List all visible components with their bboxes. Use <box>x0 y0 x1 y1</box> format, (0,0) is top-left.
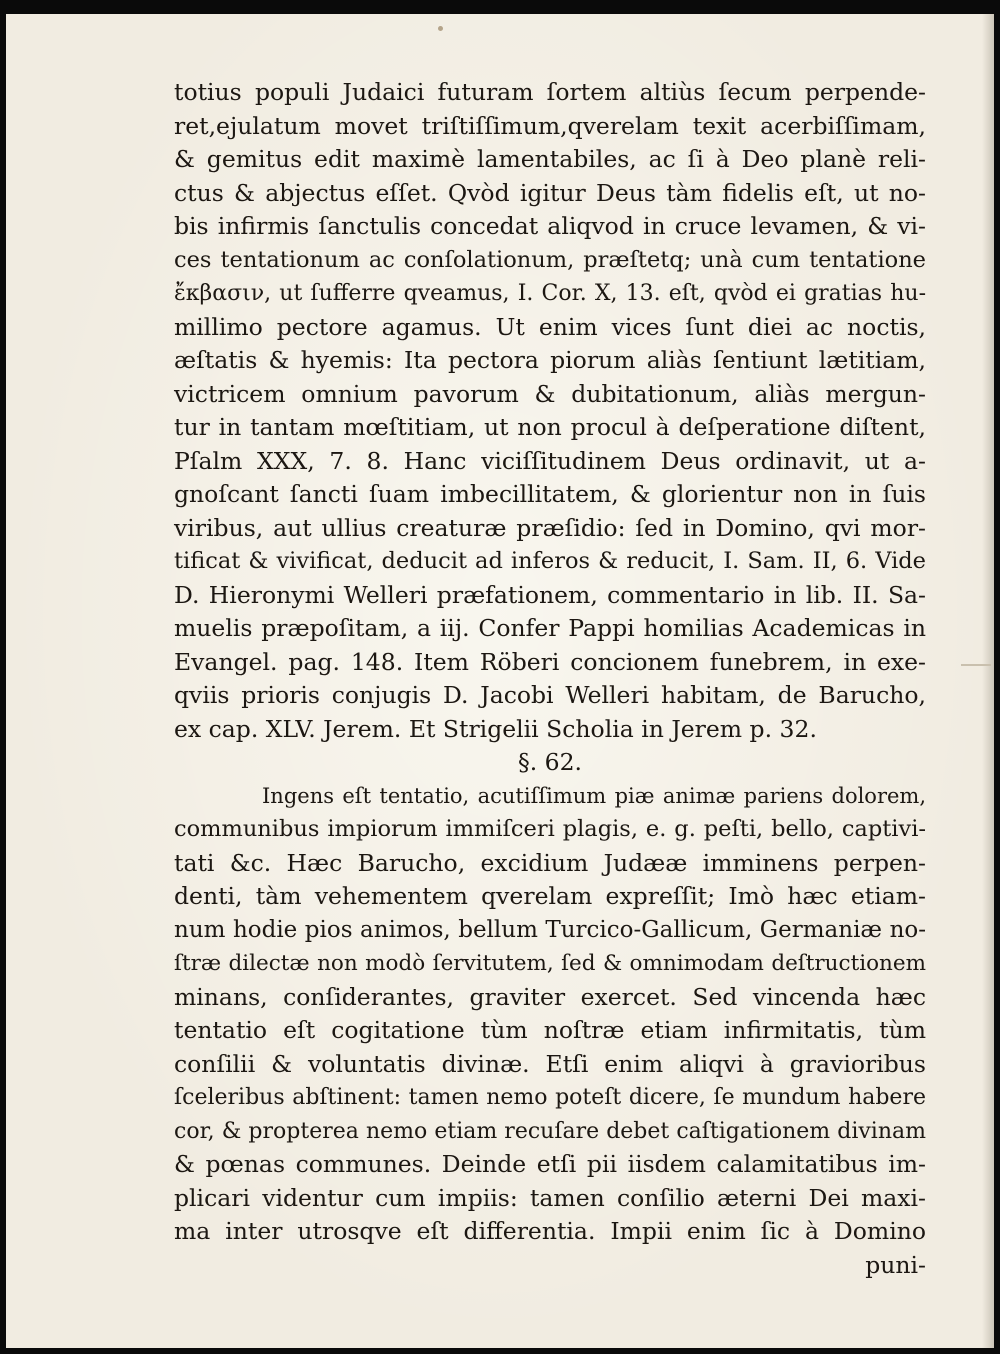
text-line: Pſalm XXX, 7. 8. Hanc viciſſitudinem Deus ordinavit, ut a- <box>174 446 926 475</box>
text-line: ἔκβασιν, ut ſufferre qveamus, I. Cor. X, 13. eſt, qvòd ei gratias hu- <box>174 281 926 306</box>
text-line: tificat & vivificat, deducit ad inferos & reducit, I. Sam. II, 6. Vide <box>174 548 926 574</box>
text-line: ces tentationum ac conſolationum, præſtetq; unà cum tentatione <box>174 246 926 273</box>
text-line: ſtræ dilectæ non modò ſervitutem, ſed & omnimodam deſtructionem <box>174 951 926 976</box>
section-heading: §. 62. <box>517 748 583 776</box>
text-line: tur in tantam mœſtitiam, ut non procul à deſperatione diſtent, <box>174 413 926 441</box>
page-edge-shadow <box>982 14 994 1348</box>
text-line: Ingens eſt tentatio, acutiſſimum piæ animæ pariens dolorem, <box>262 783 926 808</box>
text-line: victricem omnium pavorum & dubitationum, aliàs mergun- <box>174 379 926 408</box>
text-line: & pœnas communes. Deinde etſi pii iisdem calamitatibus im- <box>174 1150 926 1178</box>
text-line: plicari videntur cum impiis: tamen conſilio æterni Dei maxi- <box>174 1183 926 1212</box>
text-line: gnoſcant ſancti ſuam imbecillitatem, & glorientur non in ſuis <box>174 480 926 508</box>
text-line: æſtatis & hyemis: Ita pectora piorum aliàs ſentiunt lætitiam, <box>174 346 926 374</box>
book-page <box>6 14 994 1348</box>
text-line: millimo pectore agamus. Ut enim vices ſunt diei ac noctis, <box>174 312 926 341</box>
text-line: qviis prioris conjugis D. Jacobi Welleri habitam, de Barucho, <box>174 681 926 709</box>
text-line: ma inter utrosqve eſt differentia. Impii enim ſic à Domino <box>174 1217 926 1245</box>
text-line: ex cap. XLV. Jerem. Et Strigelii Scholia in Jerem p. 32. <box>174 714 817 743</box>
text-line: ctus & abjectus eſſet. Qvòd igitur Deus tàm fidelis eſt, ut no- <box>174 178 926 207</box>
text-line: & gemitus edit maximè lamentabiles, ac ſi à Deo planè reli- <box>174 145 926 173</box>
text-line: minans, conſiderantes, graviter exercet. Sed vincenda hæc <box>174 982 926 1011</box>
text-line: ret,ejulatum movet triſtiſſimum,qverelam texit acerbiſſimam, <box>174 111 926 140</box>
text-line: denti, tàm vehementem qverelam expreſſit; Imò hæc etiam- <box>174 882 926 910</box>
paper-speck <box>438 26 443 31</box>
text-line: tati &c. Hæc Barucho, excidium Judææ imminens perpen- <box>174 848 926 877</box>
text-line: conſilii & voluntatis divinæ. Etſi enim aliqvi à gravioribus <box>174 1049 926 1078</box>
text-line: muelis præpoſitam, a iij. Confer Pappi homilias Academicas in <box>174 614 926 642</box>
text-line: tentatio eſt cogitatione tùm noſtræ etiam infirmitatis, tùm <box>174 1016 926 1044</box>
margin-mark <box>961 664 991 666</box>
text-line: D. Hieronymi Welleri præfationem, commentario in lib. II. Sa- <box>174 580 926 609</box>
text-line: totius populi Judaici futuram ſortem altiùs ſecum perpende- <box>174 78 926 106</box>
text-line: bis infirmis ſanctulis concedat aliqvod in cruce levamen, & vi- <box>174 212 926 240</box>
text-line: communibus impiorum immiſceri plagis, e. g. peſti, bello, captivi- <box>174 816 926 842</box>
page-text <box>174 76 926 1282</box>
text-line: num hodie pios animos, bellum Turcico-Gallicum, Germaniæ no- <box>174 916 926 943</box>
text-line: ſceleribus abſtinent: tamen nemo poteſt dicere, ſe mundum habere <box>174 1085 926 1110</box>
text-line: Evangel. pag. 148. Item Röberi concionem funebrem, in exe- <box>174 647 926 676</box>
text-line: cor, & propterea nemo etiam recuſare debet caſtigationem divinam <box>174 1118 926 1144</box>
text-line: viribus, aut ullius creaturæ præſidio: ſed in Domino, qvi mor- <box>174 513 926 542</box>
catchword: puni- <box>865 1250 926 1279</box>
